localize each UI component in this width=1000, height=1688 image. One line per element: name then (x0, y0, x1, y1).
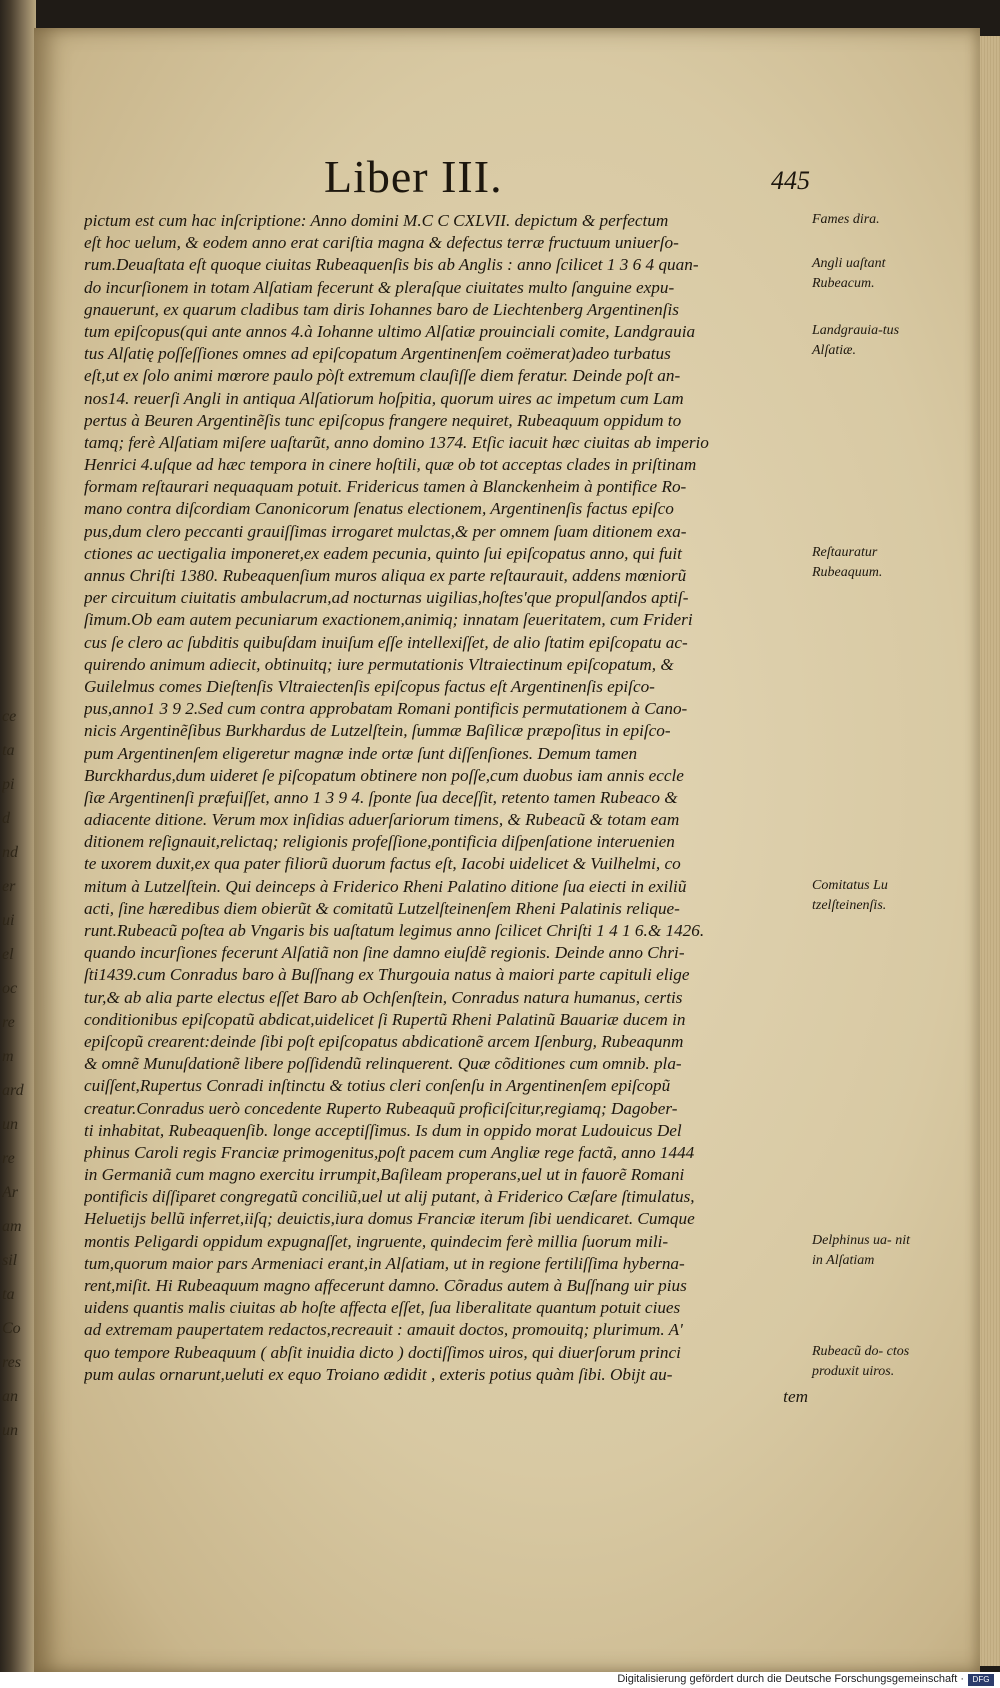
text-line: nicis Argentinẽſibus Burkhardus de Lutzelſtein, ſummæ Baſilicæ præpoſitus in epiſco- (84, 721, 671, 741)
text-line: in Germaniã cum magno exercitu irrumpit,Baſileam properans,uel ut in fauorẽ Romani (84, 1165, 685, 1185)
text-line: te uxorem duxit,ex qua pater filiorũ duorum factus eſt, Iacobi uidelicet & Vuilhelmi, co (84, 854, 681, 874)
text-line: ad extremam paupertatem redactos,recreauit : amauit doctos, promouitq; plurimum. A' (84, 1320, 683, 1340)
text-line: Henrici 4.uſque ad hæc tempora in cinere hoſtili, quæ ob tot acceptas clades in priſtinam (84, 455, 697, 475)
text-line: phinus Caroli regis Franciæ primogenitus,poſt pacem cum Angliæ rege factã, anno 1444 (84, 1142, 695, 1162)
book-page (34, 28, 980, 1673)
page-fore-edge (980, 36, 1000, 1666)
text-line: mano contra diſcordiam Canonicorum ſenatus electionem, Argentinenſis factus epiſco (84, 499, 674, 519)
text-line: creatur.Conradus uerò concedente Ruperto Rubeaquũ proficiſcitur,regiamq; Dagober- (84, 1098, 678, 1118)
digitization-footer (0, 1672, 1000, 1688)
text-line: Burckhardus,dum uideret ſe piſcopatum obtinere non poſſe,cum duobus iam annis eccle (84, 765, 684, 785)
facing-page-fragment: un (2, 1116, 18, 1133)
text-line: ſti1439.cum Conradus baro à Buſſnang ex Thurgouia natus à maiori parte capituli elige (84, 965, 690, 985)
facing-page-fragment: ta (2, 1286, 15, 1303)
text-line: pum aulas ornarunt,ueluti ex equo Troiano ædidit , exteris potius quàm ſibi. Obijt au- (84, 1364, 673, 1384)
text-line: pus,anno1 3 9 2.Sed cum contra approbatam Romani pontificis permutationem à Cano- (84, 699, 688, 719)
text-line: adiacente ditione. Verum mox inſidias aduerſariorum timens, & Rubeacũ & totam eam (84, 810, 680, 830)
facing-page-fragment: ard (2, 1082, 24, 1099)
text-line: quirendo animum adiecit, obtinuitq; iure permutationis Vltraiectinum epiſcopatum, & (84, 654, 674, 674)
text-line: tem (783, 1386, 808, 1406)
text-line: ſimum.Ob eam autem pecuniarum exactionem,animiq; innatam ſeueritatem, cum Frideri (84, 610, 693, 630)
facing-page-fragment: m (2, 1048, 14, 1065)
margin-note: Delphinus ua- nit in Alſatiam (812, 1233, 910, 1269)
text-line: ſiæ Argentinenſi præfuiſſet, anno 1 3 9 4. ſponte ſua deceſſit, retento tamen Rubeaco & (84, 787, 678, 807)
facing-page-fragment: Co (2, 1320, 21, 1337)
text-line: pontificis diſſiparet congregatũ conciliũ,uel ut alij putant, à Friderico Cæſare ſtimulatus, (84, 1187, 695, 1207)
text-line: pum Argentinenſem eligeretur magnæ inde ortæ ſunt diſſenſiones. Demum tamen (84, 743, 638, 763)
facing-page-fragment: ui (2, 912, 15, 929)
margin-note: Reſtauratur Rubeaquum. (812, 545, 883, 580)
main-text-block (84, 210, 808, 1408)
text-line: epiſcopũ crearent:deinde ſibi poſt epiſcopatus abdicationẽ arcem Iſenburg, Rubeaqunm (84, 1031, 684, 1051)
facing-page-fragment: sil (2, 1252, 18, 1269)
text-line: montis Peligardi oppidum expugnaſſet, ingruente, quindecim ferè millia ſuorum mili- (84, 1231, 669, 1251)
facing-page-fragment: el (2, 946, 14, 963)
text-line: uidens quantis malis ciuitas ab hoſte affecta eſſet, ſua liberalitate quantum potuit ciues (84, 1298, 681, 1318)
margin-note: Rubeacũ do- ctos produxit uiros. (812, 1344, 910, 1380)
margin-note: Landgrauia-tus Alſatiæ. (812, 323, 900, 358)
margin-note: Fames dira. (812, 212, 880, 227)
text-line: cuiſſent,Rupertus Conradi inſtinctu & totius cleri conſenſu in Argentinenſem epiſcopũ (84, 1076, 671, 1096)
text-line: ditionem reſignauit,relictaq; religionis profeſſione,pontificia diſpenſatione interuenien (84, 832, 675, 852)
facing-page-fragment: ce (2, 708, 17, 725)
running-head (324, 150, 810, 204)
facing-page-fragment: oc (2, 980, 18, 997)
text-line: runt.Rubeacũ poſtea ab Vngaris bis uaſtatum legimus anno ſcilicet Chriſti 1 4 1 6.& 1426. (84, 921, 705, 940)
facing-page-fragment: nd (2, 844, 18, 861)
text-line: tum,quorum maior pars Armeniaci erant,in Alſatiam, ut in regione fertiliſſima hyberna- (84, 1253, 685, 1273)
facing-page-fragment: an (2, 1388, 18, 1405)
text-line: & omnẽ Munuſdationẽ libere poſſidendũ relinquerent. Quæ cõditiones cum omnib. pla- (84, 1054, 682, 1074)
text-line: ti inhabitat, Rubeaquenſib. longe acceptiſſimus. Is dum in oppido morat Ludouicus Del (84, 1120, 682, 1140)
text-line: annus Chriſti 1380. Rubeaquenſium muros aliqua ex parte reſtaurauit, addens mœniorũ (84, 566, 687, 585)
facing-page-fragment: am (2, 1218, 22, 1235)
facing-page-edge (0, 0, 36, 1688)
facing-page-fragment: d (2, 810, 10, 827)
funding-credit: Digitalisierung gefördert durch die Deutsche Forschungsgemeinschaft · (617, 1673, 964, 1685)
text-line: tur,& ab alia parte electus eſſet Baro ab Ochſenſtein, Conradus natura humanus, certis (84, 987, 683, 1007)
text-line: acti, ſine hæredibus diem obierũt & comitatũ Lutzelſteinenſem Rheni Palatinis relique- (84, 898, 680, 918)
text-line: pictum est cum hac inſcriptione: Anno domini M.C C CXLVII. depictum & perfectum (84, 211, 669, 230)
margin-note: Angli uaſtant Rubeacum. (812, 256, 886, 292)
margin-note: Comitatus Lu tzelſteinenſis. (812, 878, 888, 913)
facing-page-fragment: re (2, 1150, 15, 1167)
facing-page-text-fragments (2, 700, 36, 1448)
text-line: mitum à Lutzelſtein. Qui deinceps à Friderico Rheni Palatino ditione ſua eiecti in exiliũ (84, 876, 687, 896)
text-line: ctiones ac uectigalia imponeret,ex eadem pecunia, quinto ſui epiſcopatus anno, qui fuit (84, 543, 682, 563)
text-line: pus,dum clero peccanti grauiſſimas irrogaret mulctas,& per omnem ſuam ditionem exa- (84, 521, 687, 541)
text-line: per circuitum ciuitatis ambulacrum,ad nocturnas uigilias,hoſtes'que propulſandos aptiſ- (84, 588, 689, 608)
text-line: eſt hoc uelum, & eodem anno erat cariſtia magna & defectus terræ fructuum uniuerſo- (84, 233, 679, 253)
text-line: do incurſionem in totam Alſatiam fecerunt & pleraſque ciuitates multo ſanguine expu- (84, 277, 675, 297)
text-line: quando incurſiones fecerunt Alſatiã non ſine damno eiuſdẽ regionis. Deinde anno Chri- (84, 943, 685, 963)
book-title: Liber III. (324, 151, 503, 202)
text-line: tamq; ferè Alſatiam miſere uaſtarũt, anno domino 1374. Etſic iacuit hæc ciuitas ab imperio (84, 432, 709, 452)
facing-page-fragment: ta (2, 742, 15, 759)
text-line: gnauerunt, ex quarum cladibus tam diris Iohannes baro de Liechtenberg Argentinenſis (84, 299, 679, 319)
text-line: tus Alſatię poſſeſſiones omnes ad epiſcopatum Argentinenſem coëmerat)adeo turbatus (84, 344, 671, 364)
facing-page-fragment: re (2, 1014, 15, 1031)
text-line: formam reſtaurari nequaquam potuit. Fridericus tamen à Blanckenheim à pontifice Ro- (84, 477, 687, 497)
text-line: nos14. reuerſi Angli in antiqua Alſatiorum hoſpitia, quorum uires ac impetum cum Lam (84, 388, 684, 408)
text-line: quo tempore Rubeaquum ( abſit inuidia dicto ) doctiſſimos uiros, qui diuerſorum princi (84, 1342, 681, 1362)
text-line: rum.Deuaſtata eſt quoque ciuitas Rubeaquenſis bis ab Anglis : anno ſcilicet 1 3 6 4 quan- (84, 255, 699, 275)
facing-page-fragment: res (2, 1354, 21, 1371)
text-line: conditionibus epiſcopatũ abdicat,uidelicet ſi Rupertũ Rheni Palatinũ Bauariæ ducem in (84, 1009, 686, 1029)
text-line: cus ſe clero ac ſubditis quibuſdam inuiſum eſſe intellexiſſet, de alio ſtatim epiſcopatu ac- (84, 632, 688, 652)
text-line: pertus à Beuren Argentinẽſis tunc epiſcopus frangere nequiret, Rubeaquum oppidum to (84, 410, 682, 430)
text-line: tum epiſcopus(qui ante annos 4.à Iohanne ultimo Alſatiæ prouinciali comite, Landgrauia (84, 321, 696, 341)
dfg-logo: DFG (968, 1674, 994, 1686)
text-line: rent,miſit. Hi Rubeaquum magno affecerunt damno. Cõradus autem à Buſſnang uir pius (84, 1276, 687, 1295)
text-line: Guilelmus comes Dieſtenſis Vltraiectenſis epiſcopus factus eſt Argentinenſis epiſco- (84, 676, 655, 696)
facing-page-fragment: Ar (2, 1184, 18, 1201)
text-line: Heluetijs bellũ inferret,iiſq; deuictis,iura domus Franciæ iterum ſibi uendicaret. Cumque (84, 1209, 695, 1229)
page-number: 445 (771, 166, 810, 195)
text-line: eſt,ut ex ſolo animi mœrore paulo pòſt extremum clauſiſſe diem feratur. Deinde poſt an- (84, 366, 681, 386)
facing-page-fragment: er (2, 878, 16, 895)
facing-page-fragment: un (2, 1422, 18, 1439)
facing-page-fragment: pi (2, 776, 15, 793)
